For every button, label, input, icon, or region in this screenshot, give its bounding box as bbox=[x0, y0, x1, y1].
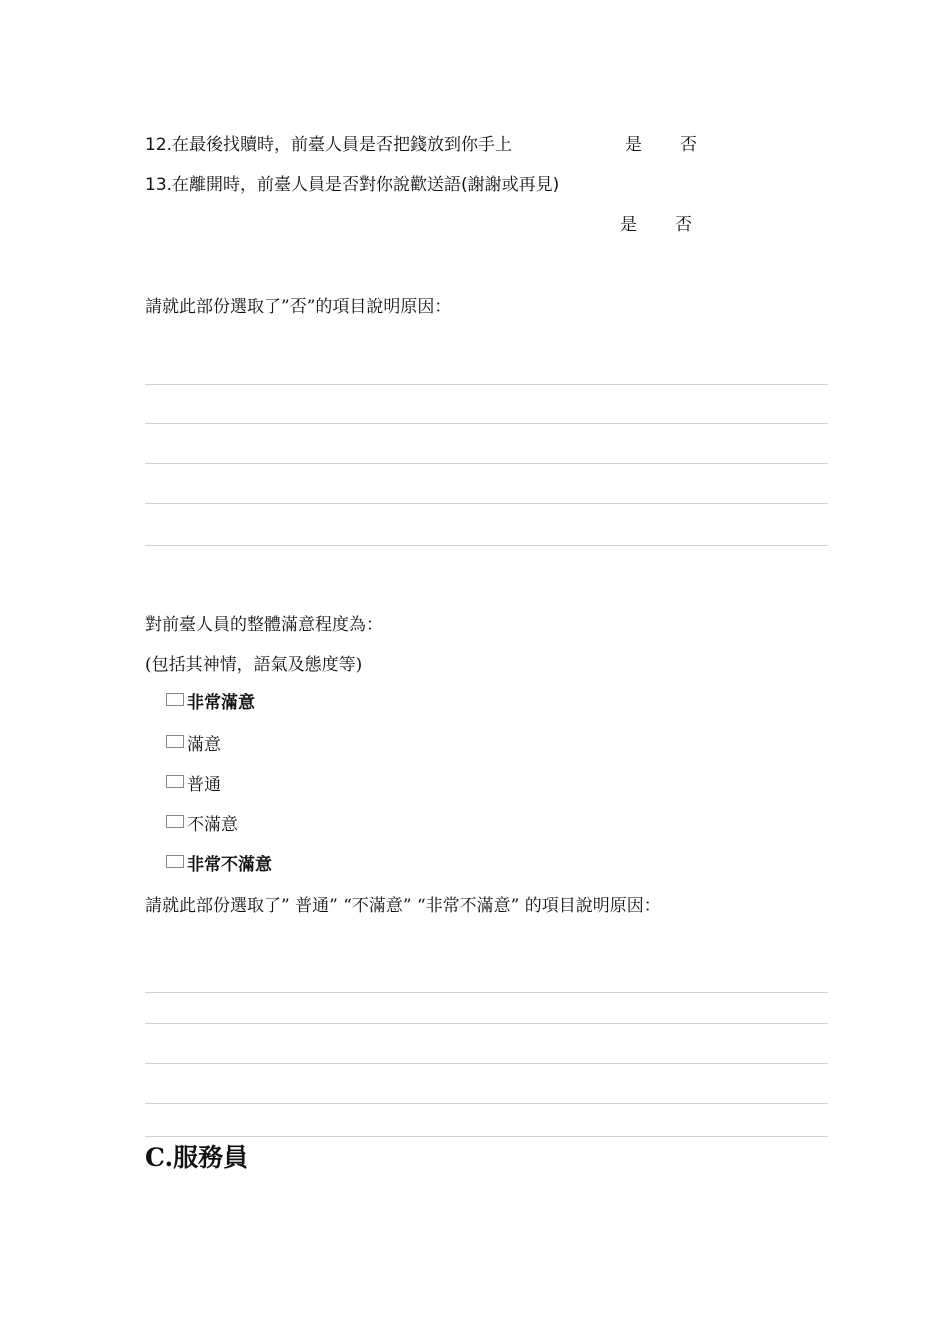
question-13: 13.在離開時，前臺人員是否對你說歡送語(謝謝或再見) bbox=[145, 175, 560, 195]
checkbox-satisfied[interactable] bbox=[166, 735, 184, 748]
option-dissatisfied: 不滿意 bbox=[187, 815, 238, 835]
answer-line-10[interactable] bbox=[145, 1136, 828, 1137]
answer-line-7[interactable] bbox=[145, 1023, 828, 1024]
answer-line-9[interactable] bbox=[145, 1103, 828, 1104]
answer-line-4[interactable] bbox=[145, 503, 828, 504]
q12-yes-option[interactable]: 是 bbox=[625, 135, 642, 155]
option-neutral: 普通 bbox=[187, 775, 221, 795]
question-12: 12.在最後找贖時，前臺人員是否把錢放到你手上 bbox=[145, 135, 513, 155]
satisfaction-title: 對前臺人員的整體滿意程度為： bbox=[145, 615, 383, 635]
reason-prompt-dissatisfied: 請就此部份選取了” 普通” “不滿意” “非常不滿意” 的項目說明原因： bbox=[145, 896, 661, 916]
checkbox-dissatisfied[interactable] bbox=[166, 815, 184, 828]
satisfaction-note: (包括其神情，語氣及態度等) bbox=[145, 655, 363, 675]
q12-no-option[interactable]: 否 bbox=[680, 135, 697, 155]
answer-line-8[interactable] bbox=[145, 1063, 828, 1064]
q13-no-option[interactable]: 否 bbox=[675, 215, 692, 235]
reason-prompt-no: 請就此部份選取了”否”的項目說明原因： bbox=[145, 297, 452, 317]
answer-line-1[interactable] bbox=[145, 384, 828, 385]
option-very-satisfied: 非常滿意 bbox=[187, 693, 255, 713]
q13-yes-option[interactable]: 是 bbox=[620, 215, 637, 235]
answer-line-6[interactable] bbox=[145, 992, 828, 993]
option-satisfied: 滿意 bbox=[187, 735, 221, 755]
checkbox-neutral[interactable] bbox=[166, 775, 184, 788]
answer-line-5[interactable] bbox=[145, 545, 828, 546]
checkbox-very-satisfied[interactable] bbox=[166, 693, 184, 706]
checkbox-very-dissatisfied[interactable] bbox=[166, 855, 184, 868]
answer-line-2[interactable] bbox=[145, 423, 828, 424]
answer-line-3[interactable] bbox=[145, 463, 828, 464]
option-very-dissatisfied: 非常不滿意 bbox=[187, 855, 272, 875]
section-c-heading: C.服務員 bbox=[145, 1143, 249, 1172]
